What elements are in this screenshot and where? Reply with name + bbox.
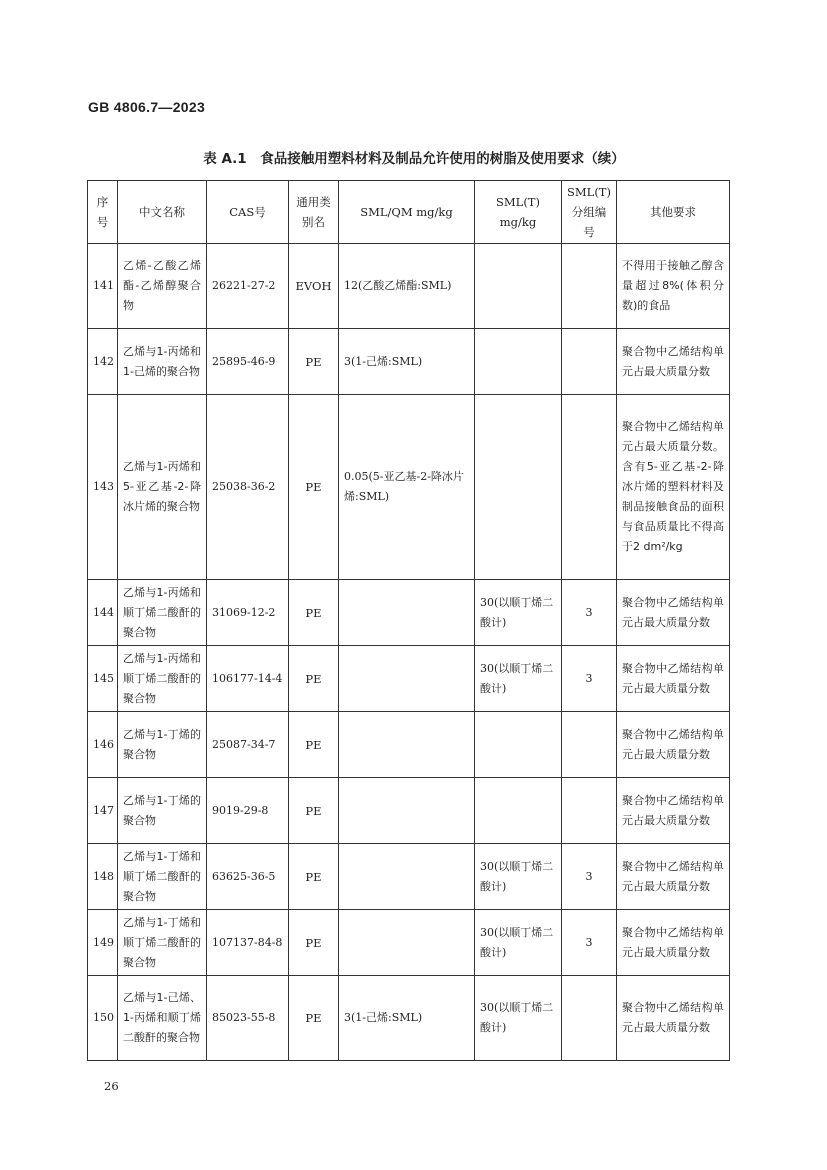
table-row (88, 712, 730, 778)
cell-smlt (475, 778, 562, 844)
table-row (88, 395, 730, 580)
cell-type: PE (289, 329, 339, 395)
table-row (88, 778, 730, 844)
cell-type: EVOH (289, 244, 339, 329)
cell-smlqm: 0.05(5-亚乙基-2-降冰片烯:SML) (339, 395, 475, 580)
cell-smlqm: 3(1-己烯:SML) (339, 976, 475, 1061)
table-row (88, 329, 730, 395)
cell-smlt: 30(以顺丁烯二酸计) (475, 910, 562, 976)
cell-idx: 143 (88, 395, 118, 580)
cell-cas: 106177-14-4 (207, 646, 289, 712)
cell-smlt (475, 244, 562, 329)
cell-cas: 63625-36-5 (207, 844, 289, 910)
cell-other: 不得用于接触乙醇含量超过8%(体积分数)的食品 (617, 244, 730, 329)
cell-other: 聚合物中乙烯结构单元占最大质量分数 (617, 712, 730, 778)
cell-cas: 85023-55-8 (207, 976, 289, 1061)
cell-type: PE (289, 844, 339, 910)
cell-other: 聚合物中乙烯结构单元占最大质量分数 (617, 580, 730, 646)
cell-idx: 150 (88, 976, 118, 1061)
cell-group (562, 244, 617, 329)
cell-group (562, 778, 617, 844)
cell-other: 聚合物中乙烯结构单元占最大质量分数 (617, 844, 730, 910)
cell-other: 聚合物中乙烯结构单元占最大质量分数 (617, 778, 730, 844)
cell-group (562, 329, 617, 395)
cell-smlt: 30(以顺丁烯二酸计) (475, 580, 562, 646)
table-row (88, 646, 730, 712)
cell-name: 乙烯与1-丁烯的聚合物 (118, 712, 207, 778)
cell-group (562, 712, 617, 778)
cell-type: PE (289, 712, 339, 778)
cell-idx: 146 (88, 712, 118, 778)
cell-type: PE (289, 395, 339, 580)
col-header-name: 中文名称 (118, 181, 207, 244)
cell-group: 3 (562, 580, 617, 646)
cell-other: 聚合物中乙烯结构单元占最大质量分数 (617, 646, 730, 712)
cell-cas: 25087-34-7 (207, 712, 289, 778)
cell-idx: 148 (88, 844, 118, 910)
cell-smlqm (339, 778, 475, 844)
cell-idx: 141 (88, 244, 118, 329)
cell-cas: 26221-27-2 (207, 244, 289, 329)
cell-type: PE (289, 976, 339, 1061)
cell-cas: 9019-29-8 (207, 778, 289, 844)
table-row (88, 976, 730, 1061)
cell-idx: 149 (88, 910, 118, 976)
table-row (88, 910, 730, 976)
cell-smlt: 30(以顺丁烯二酸计) (475, 844, 562, 910)
cell-smlqm (339, 910, 475, 976)
cell-smlqm: 12(乙酸乙烯酯:SML) (339, 244, 475, 329)
cell-idx: 147 (88, 778, 118, 844)
table-row (88, 244, 730, 329)
col-header-other: 其他要求 (617, 181, 730, 244)
cell-group (562, 976, 617, 1061)
cell-group: 3 (562, 910, 617, 976)
col-header-idx: 序号 (88, 181, 118, 244)
cell-type: PE (289, 646, 339, 712)
cell-cas: 31069-12-2 (207, 580, 289, 646)
cell-smlt (475, 712, 562, 778)
cell-type: PE (289, 910, 339, 976)
cell-name: 乙烯与1-丙烯和1-己烯的聚合物 (118, 329, 207, 395)
cell-idx: 144 (88, 580, 118, 646)
cell-name: 乙烯与1-丁烯和顺丁烯二酸酐的聚合物 (118, 844, 207, 910)
table-header-row (88, 181, 730, 244)
cell-name: 乙烯-乙酸乙烯酯-乙烯醇聚合物 (118, 244, 207, 329)
cell-group: 3 (562, 646, 617, 712)
cell-smlqm (339, 844, 475, 910)
cell-smlqm (339, 712, 475, 778)
cell-other: 聚合物中乙烯结构单元占最大质量分数 (617, 329, 730, 395)
cell-smlqm (339, 580, 475, 646)
col-header-group: SML(T) 分组编号 (562, 181, 617, 244)
cell-type: PE (289, 778, 339, 844)
cell-cas: 107137-84-8 (207, 910, 289, 976)
cell-type: PE (289, 580, 339, 646)
page-number: 26 (104, 1079, 119, 1093)
col-header-type: 通用类别名 (289, 181, 339, 244)
cell-cas: 25038-36-2 (207, 395, 289, 580)
cell-group (562, 395, 617, 580)
col-header-smlqm: SML/QM mg/kg (339, 181, 475, 244)
table-title: 表 A.1 食品接触用塑料材料及制品允许使用的树脂及使用要求（续） (203, 151, 625, 167)
cell-cas: 25895-46-9 (207, 329, 289, 395)
cell-smlt (475, 395, 562, 580)
cell-smlt: 30(以顺丁烯二酸计) (475, 976, 562, 1061)
cell-other: 聚合物中乙烯结构单元占最大质量分数 (617, 976, 730, 1061)
cell-name: 乙烯与1-丙烯和顺丁烯二酸酐的聚合物 (118, 646, 207, 712)
cell-smlt: 30(以顺丁烯二酸计) (475, 646, 562, 712)
standard-number: GB 4806.7—2023 (88, 99, 206, 115)
cell-group: 3 (562, 844, 617, 910)
cell-name: 乙烯与1-己烯、1-丙烯和顺丁烯二酸酐的聚合物 (118, 976, 207, 1061)
cell-smlt (475, 329, 562, 395)
cell-other: 聚合物中乙烯结构单元占最大质量分数 (617, 910, 730, 976)
resin-table (87, 180, 730, 1061)
cell-smlqm: 3(1-己烯:SML) (339, 329, 475, 395)
cell-idx: 145 (88, 646, 118, 712)
cell-smlqm (339, 646, 475, 712)
col-header-cas: CAS号 (207, 181, 289, 244)
cell-other: 聚合物中乙烯结构单元占最大质量分数。含有5-亚乙基-2-降冰片烯的塑料材料及制品接触食品的面积与食品质量比不得高于2 dm²/kg (617, 395, 730, 580)
cell-name: 乙烯与1-丁烯和顺丁烯二酸酐的聚合物 (118, 910, 207, 976)
cell-name: 乙烯与1-丙烯和顺丁烯二酸酐的聚合物 (118, 580, 207, 646)
col-header-smlt: SML(T) mg/kg (475, 181, 562, 244)
cell-name: 乙烯与1-丙烯和5-亚乙基-2-降冰片烯的聚合物 (118, 395, 207, 580)
table-row (88, 580, 730, 646)
cell-name: 乙烯与1-丁烯的聚合物 (118, 778, 207, 844)
cell-idx: 142 (88, 329, 118, 395)
table-row (88, 844, 730, 910)
